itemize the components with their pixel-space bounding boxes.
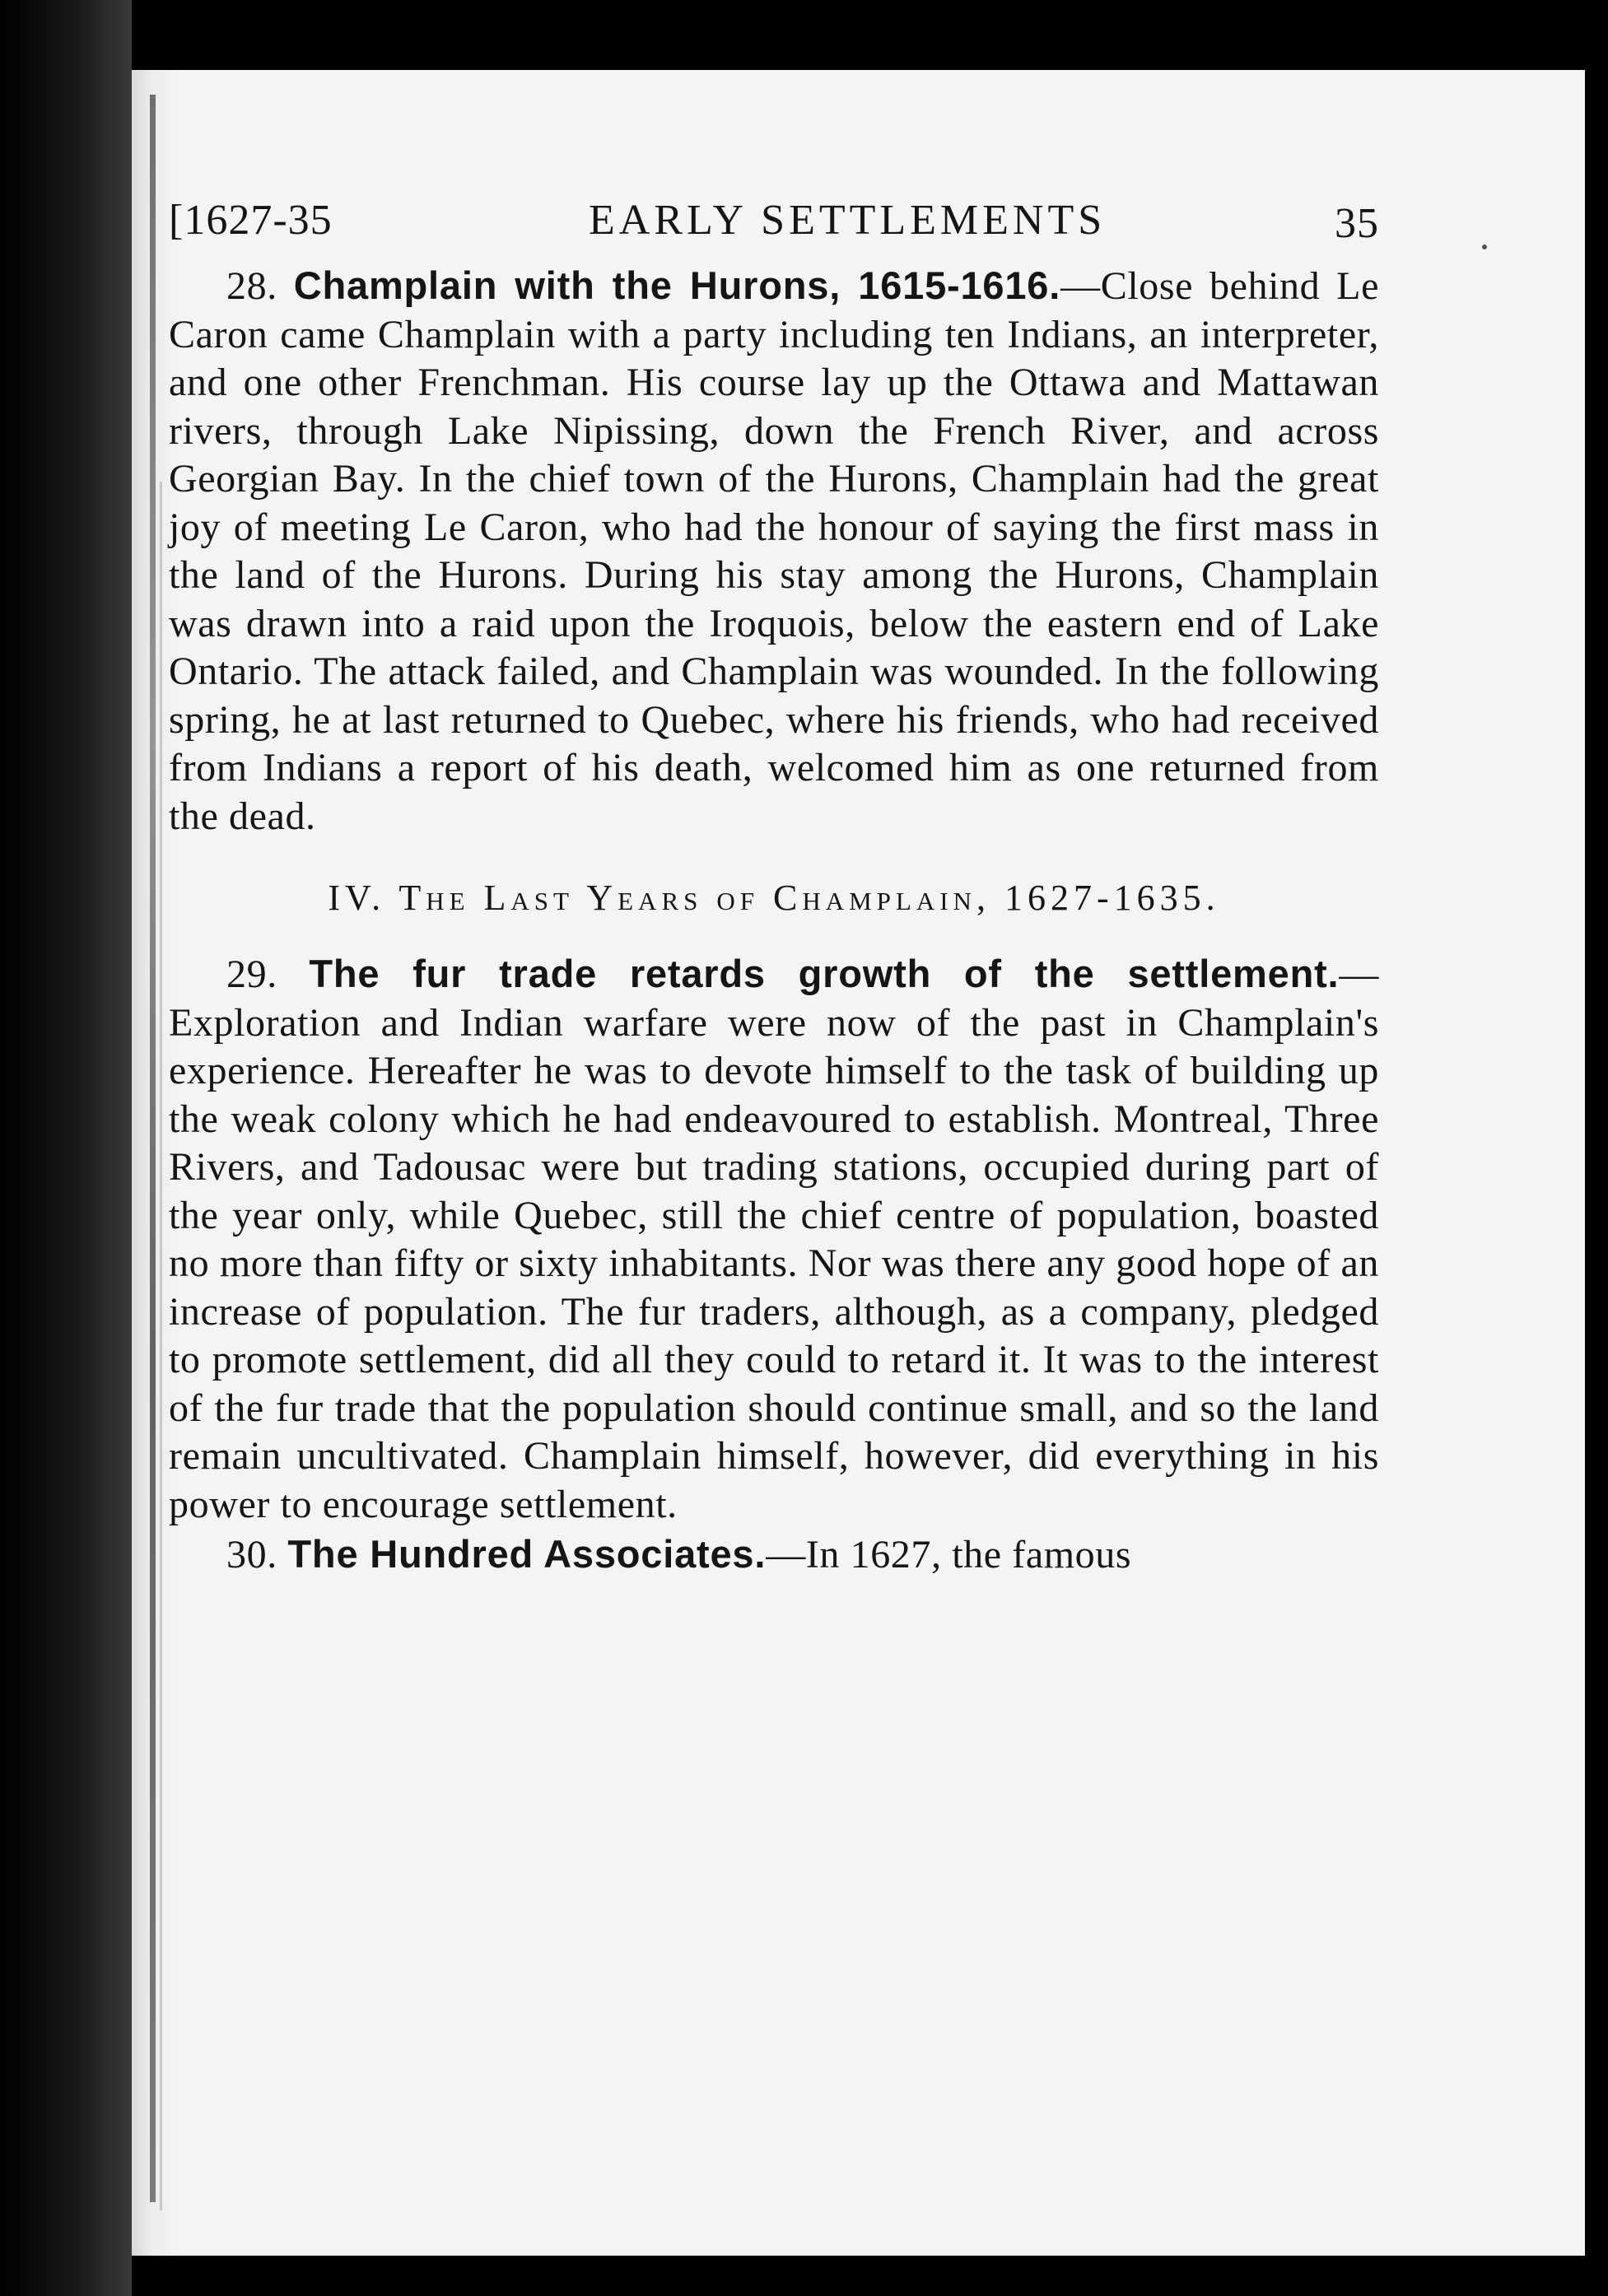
- paragraph-number: 30.: [226, 1533, 277, 1576]
- section-heading: IV. The Last Years of Champlain, 1627-1635.: [328, 878, 1220, 918]
- paragraph-number: 29.: [226, 952, 277, 996]
- page-number: 35: [1335, 200, 1379, 247]
- paragraph-30: [169, 1530, 1379, 1580]
- speck-mark: [1482, 245, 1487, 249]
- paragraph-29: [169, 950, 1379, 1529]
- paragraph-text: Exploration and Indian warfare were now of the past in Champlain's experience. Hereafter he was to devote himself to the task of building up the weak colony which he had endeavoured to establish. Montreal, Three Rivers, and Tadousac were but trading stations, occupied during part of the year only, while Quebec, still the chief centre of population, boasted no more than fifty or sixty inhabitants. Nor was there any good hope of an increase of population. The fur traders, although, as a company, pledged to promote settlement, did all they could to retard it. It was to the interest of the fur trade that the population should continue small, and so the land remain uncultivated. Champlain himself, however, did everything in his power to encourage settlement.: [169, 1000, 1379, 1526]
- paragraph-heading: The Hundred Associates.: [287, 1532, 767, 1576]
- heading-dash: —: [1339, 952, 1379, 996]
- heading-dash: —: [766, 1533, 806, 1576]
- page-content: [169, 196, 1379, 1580]
- paragraph-text: Close behind Le Caron came Champlain with a party including ten Indians, an interpreter, and one other Frenchman. His course lay up the Ottawa and Mattawan rivers, through Lake Nipissing, down the French River, and across Georgian Bay. In the chief town of the Hurons, Champlain had the great joy of meeting Le Caron, who had the honour of saying the first mass in the land of the Hurons. During his stay among the Hurons, Champlain was drawn into a raid upon the Iroquois, below the eastern end of Lake Ontario. The attack failed, and Champlain was wounded. In the following spring, he at last returned to Quebec, where his friends, who had received from Indians a report of his death, welcomed him as one returned from the dead.: [169, 264, 1379, 838]
- binding-edge: [160, 482, 162, 2210]
- paragraph-number: 28.: [226, 264, 277, 308]
- paragraph-heading: Champlain with the Hurons, 1615-1616.: [293, 263, 1061, 307]
- running-head-title: EARLY SETTLEMENTS: [589, 197, 1107, 244]
- paragraph-text: In 1627, the famous: [805, 1533, 1132, 1576]
- binding-shadow: [150, 95, 156, 2202]
- heading-dash: —: [1060, 264, 1101, 308]
- running-head: [169, 196, 1379, 262]
- scan-background-left: [0, 0, 132, 2296]
- paragraph-heading: The fur trade retards growth of the settlement.: [309, 952, 1340, 995]
- paragraph-28: [169, 262, 1379, 841]
- running-head-date-range: [1627-35: [169, 197, 333, 244]
